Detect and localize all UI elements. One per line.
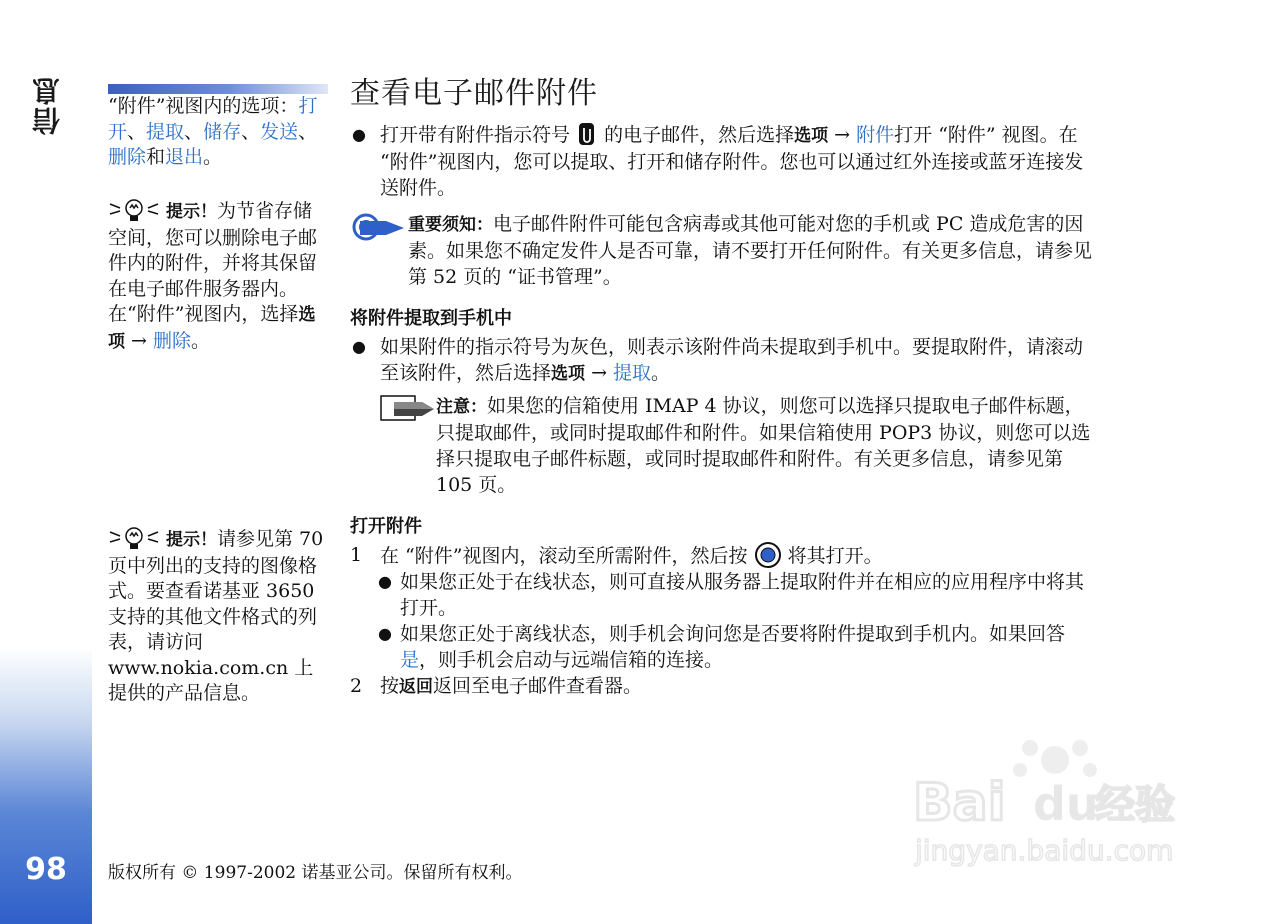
link-save[interactable]: 储存 <box>203 120 242 143</box>
sidebar-rule <box>108 84 328 94</box>
step-number: 2 <box>350 675 363 697</box>
link-retrieve-main[interactable]: 提取 <box>613 362 652 384</box>
options-key: 选项 <box>794 126 829 146</box>
copyright-footer: 版权所有 © 1997-2002 诺基亚公司。保留所有权利。 <box>108 863 523 883</box>
options-key: 选项 <box>108 305 316 352</box>
text: 打开 “附件” 视图。在 “附件”视图内，您可以提取、打开和储存附件。您也可以通过红外连接或蓝牙连接发送附件。 <box>380 124 1084 199</box>
bullet-dot: ● <box>378 572 392 591</box>
separator: 、 <box>241 120 261 143</box>
watermark-brand-c: 经验 <box>1095 782 1175 828</box>
bullet-dot: ● <box>352 337 366 356</box>
watermark-url: jingyan.baidu.com <box>915 834 1174 867</box>
arrow: → <box>131 329 147 352</box>
important-text: 电子邮件附件可能包含病毒或其他可能对您的手机或 PC 造成危害的因素。如果您不确定发件人是否可靠，请不要打开任何附件。有关更多信息，请参见第 52 页的 “证书管理”。 <box>408 213 1093 288</box>
text: ，则手机会启动与远端信箱的连接。 <box>419 649 724 671</box>
link-delete[interactable]: 删除 <box>108 146 147 168</box>
sidebar-tip-storage <box>108 198 328 355</box>
separator: 、 <box>298 120 318 143</box>
text: 按 <box>380 675 400 697</box>
note-arrow-icon <box>380 395 436 423</box>
section-heading-open: 打开附件 <box>350 516 422 537</box>
text: 在 “附件”视图内，滚动至所需附件，然后按 <box>380 545 748 567</box>
important-hand-icon <box>350 213 406 243</box>
attachment-indicator-icon <box>576 122 598 146</box>
punctuation: 。 <box>203 146 223 168</box>
note-imap <box>350 393 1095 498</box>
separator: 、 <box>127 120 147 143</box>
link-delete-tip[interactable]: 删除 <box>153 329 192 352</box>
conjunction: 和 <box>146 146 166 168</box>
link-attachments[interactable]: 附件 <box>856 124 895 146</box>
options-key: 选项 <box>551 364 586 384</box>
lightbulb-icon <box>108 198 160 222</box>
sidebar-note-attachments <box>108 94 328 171</box>
text: 将其打开。 <box>787 545 883 567</box>
step-2 <box>350 673 1095 700</box>
important-label: 重要须知： <box>408 215 493 235</box>
watermark-brand-b: du <box>1033 777 1099 831</box>
joystick-icon <box>754 542 782 568</box>
text: 如果您正处于在线状态，则可直接从服务器上提取附件并在相应的应用程序中将其打开。 <box>400 571 1085 619</box>
link-send[interactable]: 发送 <box>260 120 299 143</box>
note-text: 如果您的信箱使用 IMAP 4 协议，则您可以选择只提取电子邮件标题，只提取邮件，或同时提取邮件和附件。如果信箱使用 POP3 协议，则您可以选择只提取电子邮件标题，或同时提取邮件和附件。有关更多信息，请参见第 105 页。 <box>436 395 1091 496</box>
page-title: 查看电子邮件附件 <box>350 76 598 111</box>
link-retrieve[interactable]: 提取 <box>146 120 185 143</box>
watermark-brand-a: Bai <box>913 773 1006 833</box>
lightbulb-icon <box>108 526 160 550</box>
arrow: → <box>591 362 607 384</box>
back-key: 返回 <box>399 677 434 697</box>
main-content <box>350 68 1095 700</box>
arrow: → <box>834 124 851 146</box>
page-number: 98 <box>25 852 67 887</box>
text: 打开带有附件指示符号 <box>380 124 571 146</box>
text: 如果附件的指示符号为灰色，则表示该附件尚未提取到手机中。要提取附件，请滚动至该附件，然后选择 <box>380 336 1084 384</box>
baidu-jingyan-watermark <box>905 730 1205 870</box>
note-text: “附件”视图内的选项： <box>108 95 299 117</box>
tip-text: 请参见第 70 页中列出的支持的图像格式。要查看诺基亚 3650 支持的其他文件格式的列表，请访问 www.nokia.com.cn 上提供的产品信息。 <box>108 528 324 704</box>
text: 的电子邮件，然后选择 <box>604 124 795 146</box>
text: 返回至电子邮件查看器。 <box>433 675 643 697</box>
note-label: 注意： <box>436 397 487 417</box>
section-heading-retrieve: 将附件提取到手机中 <box>350 308 512 329</box>
tip-label: 提示！ <box>166 530 217 550</box>
text: 如果您正处于离线状态，则手机会询问您是否要将附件提取到手机内。如果回答 <box>400 623 1066 645</box>
step-1 <box>350 542 1095 569</box>
punctuation: 。 <box>191 329 211 352</box>
tip-text: 为节省存储空间，您可以删除电子邮件内的附件，并将其保留在电子邮件服务器内。在“附件”视图内，选择 <box>108 200 318 325</box>
link-exit[interactable]: 退出 <box>165 146 204 168</box>
sidebar-tip-formats <box>108 526 328 707</box>
tip-label: 提示！ <box>166 202 217 222</box>
bullet-open-attachments <box>350 122 1095 201</box>
section-tab: 信息 <box>31 75 64 135</box>
separator: 、 <box>184 120 204 143</box>
bullet-dot: ● <box>378 624 392 643</box>
bullet-retrieve <box>350 334 1095 387</box>
substep-online <box>350 569 1095 621</box>
punctuation: 。 <box>651 362 671 384</box>
bullet-dot: ● <box>352 125 366 144</box>
link-yes[interactable]: 是 <box>400 649 420 671</box>
important-notice <box>350 211 1095 290</box>
substep-offline <box>350 621 1095 673</box>
link-open[interactable]: 打开 <box>108 95 318 143</box>
step-number: 1 <box>350 544 363 566</box>
